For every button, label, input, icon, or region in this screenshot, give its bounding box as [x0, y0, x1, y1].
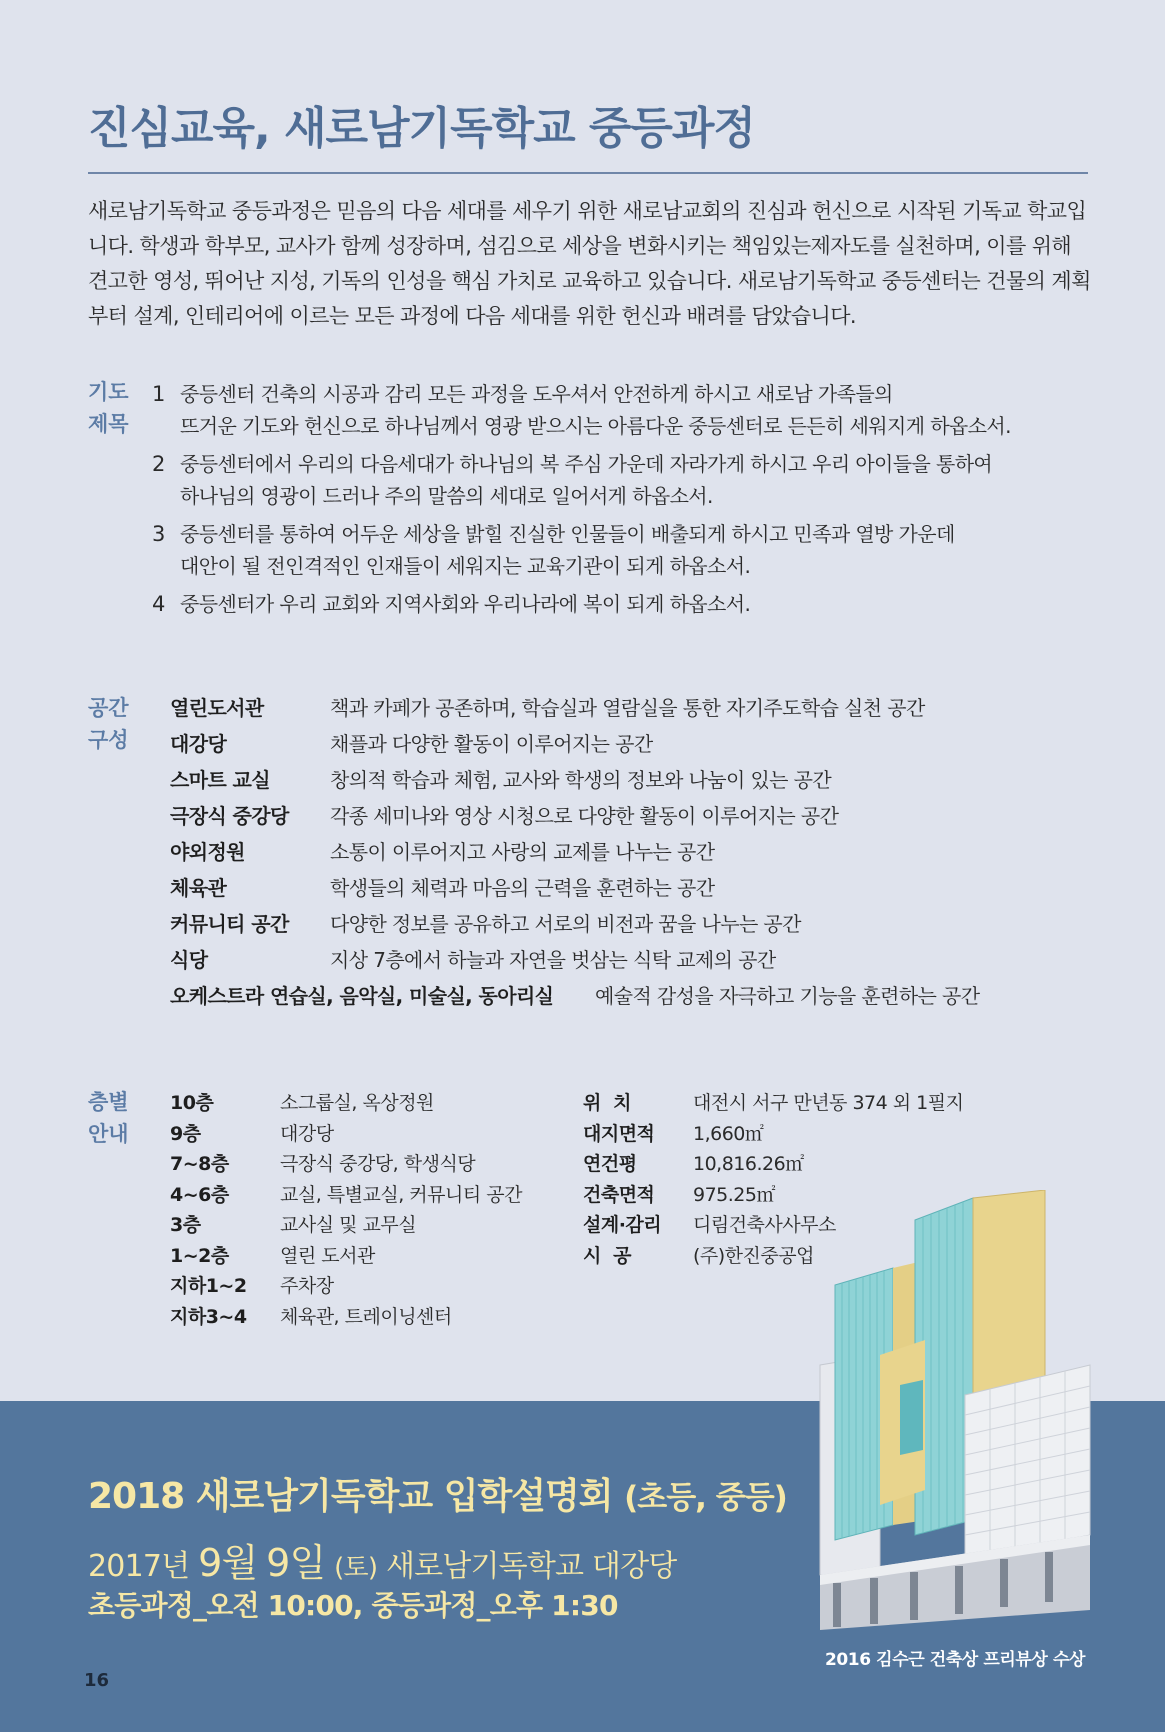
- floor-rooms: 교실, 특별교실, 커뮤니티 공간: [280, 1183, 522, 1206]
- space-description: 소통이 이루어지고 사랑의 교제를 나누는 공간: [330, 840, 715, 864]
- prayer-item: [152, 448, 1072, 512]
- space-name: 체육관: [170, 876, 227, 900]
- floor-rooms: 주차장: [280, 1275, 334, 1297]
- space-section-label: [88, 692, 148, 756]
- event-day: 9일: [266, 1541, 326, 1585]
- floor-level: 9층: [170, 1122, 201, 1145]
- fact-value: (주)한진중공업: [693, 1244, 814, 1267]
- floor-level: 10층: [170, 1092, 214, 1114]
- floor-label-line: 안내: [88, 1122, 129, 1146]
- space-row: [170, 726, 1070, 762]
- prayer-label-line: 기도: [88, 380, 129, 404]
- fact-value: 10,816.26㎡: [693, 1153, 804, 1175]
- award-caption: 2016 김수근 건축상 프리뷰상 수상: [824, 1650, 1085, 1670]
- floor-row: [170, 1271, 570, 1302]
- fact-value: 대전시 서구 만년동 374 외 1필지: [693, 1092, 964, 1114]
- title-divider: [88, 172, 1088, 174]
- page-title: 진심교육, 새로남기독학교 중등과정: [88, 103, 755, 154]
- space-name: 야외정원: [170, 840, 245, 864]
- prayer-text: 뜨거운 기도와 헌신으로 하나님께서 영광 받으시는 아름다운 중등센터로 든든히 세워지게 하옵소서.: [180, 414, 1011, 438]
- event-year: 2017년: [88, 1549, 190, 1584]
- fact-row: [583, 1119, 1003, 1150]
- space-row: [170, 942, 1070, 978]
- fact-label: 설계·감리: [583, 1214, 662, 1236]
- floor-row: [170, 1210, 570, 1241]
- prayer-text: 중등센터 건축의 시공과 감리 모든 과정을 도우셔서 안전하게 하시고 새로남 가족들의: [180, 382, 893, 406]
- prayer-item: [152, 518, 1072, 582]
- prayer-item: [152, 588, 1072, 620]
- prayer-number: 3: [152, 522, 166, 546]
- space-description: 학생들의 체력과 마음의 근력을 훈련하는 공간: [330, 876, 715, 900]
- floor-level: 지하3~4: [170, 1305, 247, 1328]
- event-times: 초등과정_오전 10:00, 중등과정_오후 1:30: [88, 1589, 618, 1622]
- prayer-number: 4: [152, 592, 166, 616]
- space-description: 예술적 감성을 자극하고 기능을 훈련하는 공간: [595, 984, 980, 1008]
- floor-row: [170, 1088, 570, 1119]
- space-name: 극장식 중강당: [170, 804, 289, 828]
- space-name: 커뮤니티 공간: [170, 912, 289, 936]
- event-month: 9월: [198, 1541, 258, 1585]
- space-row: [170, 834, 1070, 870]
- space-row: [170, 798, 1070, 834]
- event-date: [88, 1532, 676, 1587]
- space-description: 책과 카페가 공존하며, 학습실과 열람실을 통한 자기주도학습 실천 공간: [330, 696, 925, 720]
- floor-row: [170, 1241, 570, 1272]
- fact-label: 연건평: [583, 1153, 637, 1175]
- fact-label: 시 공: [583, 1244, 631, 1267]
- building-illustration-shapes: [820, 1190, 1090, 1630]
- space-row: [170, 762, 1070, 798]
- fact-label: 위 치: [583, 1092, 631, 1114]
- floor-level: 7~8층: [170, 1153, 229, 1175]
- prayer-text: 중등센터를 통하여 어두운 세상을 밝힐 진실한 인물들이 배출되게 하시고 민족과 열방 가운데: [180, 522, 955, 546]
- event-place: 새로남기독학교 대강당: [385, 1549, 677, 1584]
- floor-rooms: 극장식 중강당, 학생식당: [280, 1153, 476, 1175]
- space-label-line: 공간: [88, 696, 129, 720]
- prayer-list: [152, 378, 1072, 620]
- prayer-label-line: 제목: [88, 412, 129, 436]
- floor-level: 4~6층: [170, 1183, 229, 1206]
- floor-row: [170, 1149, 570, 1180]
- space-description: 각종 세미나와 영상 시청으로 다양한 활동이 이루어지는 공간: [330, 804, 839, 828]
- page-number: 16: [84, 1670, 110, 1691]
- space-description: 다양한 정보를 공유하고 서로의 비전과 꿈을 나누는 공간: [330, 912, 801, 936]
- floor-section-label: [88, 1086, 148, 1150]
- fact-row: [583, 1088, 1003, 1119]
- prayer-text: 중등센터에서 우리의 다음세대가 하나님의 복 주심 가운데 자라가게 하시고 우리 아이들을 통하여: [180, 452, 993, 476]
- fact-value: 1,660㎡: [693, 1122, 764, 1145]
- event-weekday: (토): [334, 1553, 378, 1583]
- floor-level: 3층: [170, 1214, 201, 1236]
- space-list: [170, 690, 1070, 1014]
- prayer-text: 대안이 될 전인격적인 인재들이 세워지는 교육기관이 되게 하옵소서.: [180, 554, 751, 578]
- prayer-section-label: [88, 376, 148, 440]
- fact-label: 건축면적: [583, 1183, 655, 1206]
- event-title: [88, 1468, 787, 1519]
- floor-rooms: 열린 도서관: [280, 1244, 375, 1267]
- space-row: [170, 978, 1070, 1014]
- intro-paragraph: 새로남기독학교 중등과정은 믿음의 다음 세대를 세우기 위한 새로남교회의 진심과 헌신으로 시작된 기독교 학교입니다. 학생과 학부모, 교사가 함께 성장하며, 섬김으로 세상을 변화시키는 책임있는제자도를 실천하며, 이를 위해 견고한 영성, 뛰어난 지성, 기독의 인성을 핵심 가치로 교육하고 있습니다. 새로남기독학교 중등센터는 건물의 계획부터 설계, 인테리어에 이르는 모든 과정에 다음 세대를 위한 헌신과 배려를 담았습니다.: [88, 199, 1091, 328]
- event-title-main: 2018 새로남기독학교 입학설명회: [88, 1476, 613, 1517]
- space-name: 대강당: [170, 732, 227, 756]
- floor-list: [170, 1088, 570, 1332]
- fact-value: 975.25㎡: [693, 1183, 775, 1206]
- space-name: 스마트 교실: [170, 768, 270, 792]
- prayer-text: 중등센터가 우리 교회와 지역사회와 우리나라에 복이 되게 하옵소서.: [180, 592, 751, 616]
- fact-label: 대지면적: [583, 1122, 655, 1145]
- space-description: 채플과 다양한 활동이 이루어지는 공간: [330, 732, 653, 756]
- floor-rooms: 대강당: [280, 1122, 334, 1145]
- space-description: 창의적 학습과 체험, 교사와 학생의 정보와 나눔이 있는 공간: [330, 768, 832, 792]
- space-description: 지상 7층에서 하늘과 자연을 벗삼는 식탁 교제의 공간: [330, 948, 776, 972]
- space-row: [170, 690, 1070, 726]
- prayer-number: 1: [152, 382, 166, 406]
- floor-label-line: 층별: [88, 1090, 129, 1114]
- space-label-line: 구성: [88, 728, 129, 752]
- space-name: 열린도서관: [170, 696, 264, 720]
- prayer-item: [152, 378, 1072, 442]
- fact-value: 디림건축사사무소: [693, 1214, 836, 1236]
- floor-rooms: 소그룹실, 옥상정원: [280, 1092, 434, 1114]
- floor-level: 지하1~2: [170, 1275, 247, 1297]
- floor-level: 1~2층: [170, 1244, 229, 1267]
- event-title-paren: (초등, 중등): [624, 1480, 787, 1516]
- prayer-text: 하나님의 영광이 드러나 주의 말씀의 세대로 일어서게 하옵소서.: [180, 484, 713, 508]
- floor-rooms: 체육관, 트레이닝센터: [280, 1305, 452, 1328]
- space-row: [170, 870, 1070, 906]
- building-illustration: [805, 1190, 1105, 1630]
- prayer-number: 2: [152, 452, 166, 476]
- floor-rooms: 교사실 및 교무실: [280, 1214, 417, 1236]
- space-name: 오케스트라 연습실, 음악실, 미술실, 동아리실: [170, 984, 554, 1008]
- floor-row: [170, 1119, 570, 1150]
- floor-row: [170, 1302, 570, 1333]
- space-row: [170, 906, 1070, 942]
- space-name: 식당: [170, 948, 208, 972]
- fact-row: [583, 1149, 1003, 1180]
- floor-row: [170, 1180, 570, 1211]
